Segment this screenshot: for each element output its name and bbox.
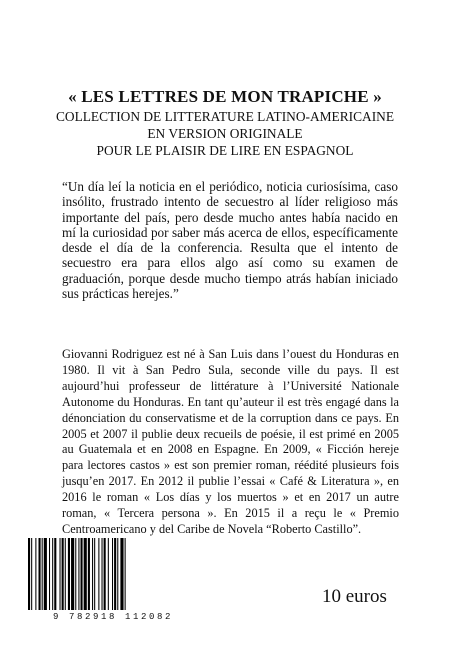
barcode-bar (94, 538, 95, 610)
author-biography: Giovanni Rodriguez est né à San Luis dans l’ouest du Honduras en 1980. Il vit à San Pedro Sula, seconde ville du pays. Il est aujourd’hui professeur de littérature à l’Université Nationale Autonome du Honduras. En tant qu’auteur il est très engagé dans la dénonciation du conservatisme et de la corruption dans ce pays. En 2005 et 2007 il publie deux recueils de poésie, il est primé en 2005 au Guatemala et en 2008 en Espagne. En 2009, « Ficción hereje para lectores castos » est son premier roman, réédité plusieurs fois jusqu’en 2017. En 2012 il publie l’essai « Café & Literatura », en 2016 le roman « Los días y los muertos » et en 2017 un autre roman, « Tercera persona ». En 2015 il a reçu le « Premio Centroamericano y del Caribe de Novela “Roberto Castillo”. (62, 347, 399, 536)
barcode-bar (84, 538, 87, 610)
barcode-bar (35, 538, 36, 610)
barcode-bar (60, 538, 61, 610)
collection-title: « LES LETTRES DE MON TRAPICHE » (68, 87, 382, 106)
barcode-bar (117, 538, 118, 610)
barcode-bar (44, 538, 47, 610)
collection-subtitle-1: COLLECTION DE LITTERATURE LATINO-AMERICAINE (55, 109, 395, 124)
barcode-bar (75, 538, 76, 610)
barcode-bar (42, 538, 43, 610)
isbn-digits: 9 782918 112082 (52, 612, 173, 622)
barcode-bar (108, 538, 109, 610)
barcode-bar (125, 538, 126, 610)
barcode-bar (112, 538, 113, 610)
barcode-bar (62, 538, 64, 610)
barcode-bar (49, 538, 50, 610)
collection-header (0, 86, 450, 159)
barcode-bar (88, 538, 90, 610)
barcode-bar (78, 538, 79, 610)
barcode-bar (28, 538, 30, 610)
collection-subtitle-2: EN VERSION ORIGINALE (147, 126, 303, 141)
barcode-bar (120, 538, 123, 610)
barcode-bar (71, 538, 74, 610)
barcode-bar (68, 538, 70, 610)
barcode-bar (52, 538, 53, 610)
barcode-bar (81, 538, 83, 610)
barcode-bar (31, 538, 32, 610)
barcode-bar (98, 538, 99, 610)
barcode-bar (104, 538, 106, 610)
collection-subtitle-3: POUR LE PLAISIR DE LIRE EN ESPAGNOL (96, 143, 354, 158)
barcode-bar (114, 538, 116, 610)
barcode-bar (102, 538, 103, 610)
barcode-bar (39, 538, 41, 610)
price: 10 euros (322, 586, 387, 607)
barcode-bar (92, 538, 93, 610)
barcode-bar (54, 538, 56, 610)
book-excerpt: “Un día leí la noticia en el periódico, noticia curiosísima, caso insólito, frustrado intento de secuestro al líder religioso más importante del país, pero desde mucho antes había nacido en mí la curiosidad por saber más acerca de ellos, específicamente desde el día de la conferencia. Resulta que el intento de secuestro era para ellos algo así como su examen de graduación, porque desde mucho tiempo atrás habían iniciado sus prácticas herejes.” (62, 179, 398, 302)
barcode-bar (65, 538, 66, 610)
